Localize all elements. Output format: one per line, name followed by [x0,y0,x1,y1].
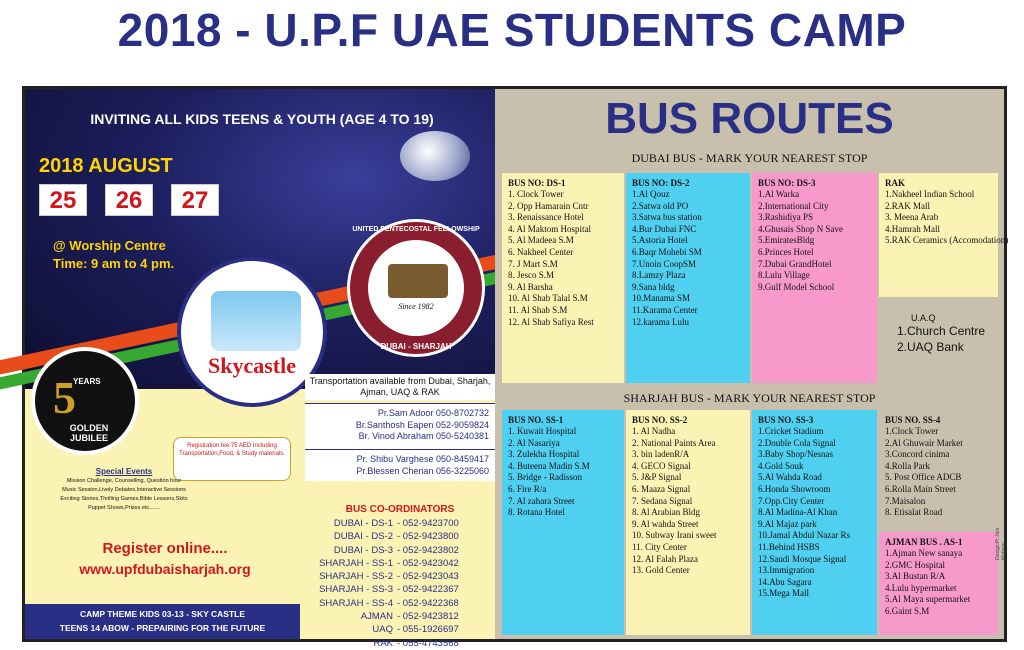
route-stop: 10.Manama SM [632,293,690,304]
event-day-1: 25 [39,184,87,216]
route-title: BUS NO. SS-2 [632,415,688,425]
route-stop: 4.Hamrah Mall [885,223,940,234]
route-stop: 5. Post Office ADCB [885,472,962,483]
theme-line-1: CAMP THEME KIDS 03-13 - SKY CASTLE [80,609,245,619]
coordinator-name: SHARJAH - SS-4 [319,597,393,609]
route-stop: 5.Al Wahda Road [758,472,822,483]
route-stop: 7. Sedana Signal [632,495,693,506]
coordinator-row [305,610,495,623]
route-stop: 6. Nakheel Center [508,246,574,257]
route-title: U.A.Q [911,313,936,323]
coordinator-name: DUBAI - DS-3 [333,544,393,556]
route-title: BUS NO. SS-1 [508,415,564,425]
route-stop: 4.Bur Dubai FNC [632,223,697,234]
route-stop: 8. Etisalat Road [885,507,943,518]
route-stop: 6.Baqr Mohebi SM [632,246,702,257]
route-stop: 1. Clock Tower [508,189,564,199]
route-stop: 5. Al Madeea S.M [508,235,574,246]
route-stop: 10. Al Shab Talal S.M [508,293,588,304]
route-stop: 2.International City [758,200,829,211]
special-events-title: Special Events [95,467,153,476]
route-title: BUS NO. SS-3 [758,415,814,425]
coordinator-row [305,517,495,530]
coordinator-row [305,570,495,583]
coordinator-phone: - 052-9422368 [397,597,459,609]
coordinator-row [305,530,495,543]
contact-line: Pr.Blessen Cherian 056-3225060 [356,465,489,476]
coordinator-name: DUBAI - DS-1 [333,518,393,529]
route-stop: 4.Lulu hypermarket [885,582,957,593]
coordinator-phone: - 052-9423042 [397,557,459,569]
contacts-box-1 [305,403,495,449]
contact-line: Pr.Sam Adoor 050-8702732 [377,408,489,418]
route-as1 [879,532,998,635]
route-stop: 3.Baby Shop/Nesnas [758,449,833,460]
route-stop: 12.karama Lulu [632,316,689,327]
route-stop: 5.Al Maya supermarket [885,594,971,605]
route-ds2 [626,173,750,383]
route-stop: 7. J Mart S.M [508,258,558,269]
time-text: Time: 9 am to 4 pm. [53,256,175,271]
route-stop: 4.Gold Souk [758,460,804,471]
route-stop: 8. Al Arabian Bldg [632,507,700,518]
bible-icon [388,264,448,298]
route-stop: 7.Unoin CoopSM [632,258,697,269]
route-stop: 7.Dubai GrandHotel [758,258,832,269]
route-title: AJMAN BUS . AS-1 [885,537,963,547]
contact-line: Pr. Shibu Varghese 050-8459417 [356,454,489,464]
route-stop: 6. Fire R/a [508,483,547,494]
coordinators-list [305,517,495,650]
route-stop: 3.Concord cinima [885,449,950,460]
route-stop: 6.Rolla Main Street [885,483,956,494]
route-stop: 11. Al Shab S.M [508,304,568,315]
route-stop: 3.Satwa bus station [632,212,702,223]
route-stop: 1.Church Centre [897,324,986,338]
route-stop: 11. City Center [632,541,687,552]
route-stop: 2. Al Nasariya [508,437,560,448]
coordinator-name: DUBAI - DS-2 [333,531,393,543]
route-stop: 3.Al Bustan R/A [885,571,946,582]
route-stop: 5. J&P Signal [632,472,682,483]
route-stop: 6.Princes Hotel [758,246,814,257]
coordinator-phone: - 055-1926697 [397,624,459,636]
coordinator-phone: - 052-9422367 [397,584,459,596]
route-stop: 10.Jamal Abdul Nazar Rs [758,530,850,541]
coordinator-phone: - 052-9423700 [397,518,459,529]
route-stop: 1.Al Qouz [632,189,670,199]
route-uaq [879,299,998,387]
coordinators-title: BUS CO-ORDINATORS [345,504,455,515]
route-stop: 8.Lamzy Plaza [632,270,686,281]
coordinator-phone: - 052-9423812 [397,611,459,623]
route-ss2 [626,410,750,635]
route-stop: 12. Al Falah Plaza [632,553,698,564]
route-stop: 2.Al Ghuwair Market [885,437,963,448]
route-stop: 5.RAK Ceramics (Accomodation) [885,235,1009,246]
theme-line-2: TEENS 14 ABOW - PREPAIRING FOR THE FUTURE [59,623,266,633]
route-stop: 5.EmiratesBldg [758,235,815,246]
venue-text: @ Worship Centre [53,238,166,253]
route-title: BUS NO: DS-1 [508,178,566,188]
route-stop: 7.Maisalon [885,495,926,506]
route-stop: 1. Kuwait Hospital [508,426,577,436]
route-ss3 [752,410,877,635]
route-stop: 3.Rashidiya PS [758,212,814,223]
route-stop: 13.Immigration [758,565,815,576]
route-ss1 [502,410,624,635]
route-title: BUS NO: DS-2 [632,178,690,188]
route-stop: 4. GECO Signal [632,460,691,471]
route-stop: 1.Al Warka [758,189,800,199]
register-text: Register online.... [102,540,228,557]
route-ds3 [752,173,877,383]
coordinator-row [305,583,495,596]
event-day-2: 26 [105,184,153,216]
route-title: RAK [885,178,905,188]
transport-info: Transportation available from Dubai, Sharjah, Ajman, UAQ & RAK [305,374,495,400]
route-stop: 1. Al Nadha [632,426,676,436]
route-stop: 4. Buteena Madin S.M [508,460,590,471]
route-stop: 3. Zulekha Hospital [508,449,580,460]
event-day-3: 27 [171,184,219,216]
left-panel [25,89,495,649]
bus-routes-heading: BUS ROUTES [605,94,894,143]
coordinator-phone: - 052-9423802 [397,544,459,556]
coordinator-row [305,544,495,557]
route-rak [879,173,1009,297]
route-stop: 9.Gulf Model School [758,281,835,292]
designer-credit: Design:Pr.Jain Mathew [995,527,1007,560]
event-month: 2018 AUGUST [39,155,173,177]
route-stop: 5. Bridge - Radisson [508,472,582,483]
registration-fee: Registration fee:75 AED Including Transportation,Food, & Study materials. [173,437,291,481]
contacts-box-2 [305,449,495,481]
route-stop: 8. Jesco S.M [508,270,555,281]
coordinator-phone: - 052-9423043 [397,571,459,583]
camp-theme [25,604,300,639]
special-events [29,467,219,513]
route-stop: 7. Al zahara Street [508,495,575,506]
jubilee-years: YEARS [73,377,101,386]
sharjah-bus-heading: SHARJAH BUS - MARK YOUR NEAREST STOP [623,391,876,405]
website-link[interactable]: www.upfdubaisharjah.org [79,561,251,577]
dubai-bus-heading: DUBAI BUS - MARK YOUR NEAREST STOP [631,151,868,165]
route-stop: 11.Karama Center [632,304,698,315]
special-line: Puppet Shows,Prizes etc....... [88,505,160,511]
jubilee-number: 5 [53,372,76,423]
route-stop: 4.Rolla Park [885,460,930,471]
route-stop: 8.Lulu Village [758,270,810,281]
page-title: 2018 - U.P.F UAE STUDENTS CAMP [117,4,907,56]
route-stop: 8.Al Madina-Al Khan [758,507,838,518]
special-line: Music Session,Lively Debates,Interactive Sessions [62,487,186,493]
route-stop: 14.Abu Sagara [758,576,812,587]
route-stop: 1.Cricket Stadium [758,426,824,436]
route-stop: 9. Al wahda Street [632,518,699,529]
jubilee-text: GOLDEN JUBILEE [69,423,109,443]
coordinator-row [305,597,495,610]
route-stop: 2. National Paints Area [632,437,716,448]
contact-line: Br. Vinod Abraham 050-5240381 [358,431,489,441]
route-stop: 10. Subway Irani sweet [632,530,717,541]
special-line: Exciting Stories,Thrilling Games,Bible Lessons,Skits [60,496,188,502]
route-ss4 [879,410,998,530]
venue-block [53,237,174,273]
route-stop: 15.Mega Mall [758,588,809,599]
route-ds1 [502,173,624,383]
upf-logo [347,219,485,357]
route-stop: 7.Opp.City Center [758,495,825,506]
golden-jubilee-logo [31,347,139,455]
route-stop: 11.Behind HSBS [758,541,820,552]
upf-since: Since 1982 [398,302,434,311]
route-title: BUS NO: DS-3 [758,178,816,188]
route-stop: 6. Maaza Signal [632,483,691,494]
route-stop: 3. Meena Arab [885,212,939,223]
castle-icon [211,291,301,351]
coordinator-name: RAK [373,637,393,649]
coordinator-row [305,637,495,650]
coordinator-name: AJMAN [360,611,393,623]
route-stop: 9.Sana bldg [632,281,675,292]
route-stop: 3. Renaissance Hotel [508,212,584,223]
route-stop: 2.Satwa old PO [632,200,689,211]
route-stop: 12. Al Shab Safiya Rest [508,316,594,327]
planet-icon [400,131,470,181]
contact-line: Br.Santhosh Eapen 052-9059824 [355,419,489,430]
route-stop: 4.Ghusais Shop N Save [758,223,843,234]
route-title: BUS NO. SS-4 [885,415,941,425]
coordinator-name: SHARJAH - SS-3 [319,584,393,596]
coordinator-row [305,623,495,636]
coordinator-name: UAQ [372,624,393,636]
route-stop: 1.Clock Tower [885,426,939,436]
route-stop: 9.Al Majaz park [758,518,817,529]
coordinator-row [305,557,495,570]
route-stop: 3. bin ladenR/A [632,449,690,460]
route-stop: 12.Saudi Mosque Signal [758,553,847,564]
coordinator-name: SHARJAH - SS-1 [319,557,393,569]
route-stop: 6.Honda Showroom [758,483,831,494]
bus-routes-panel [495,89,1009,639]
route-stop: 1.Ajman New sanaya [885,548,963,558]
route-stop: 2.GMC Hospital [885,559,946,570]
route-stop: 2.RAK Mall [885,200,930,211]
route-stop: 13. Gold Center [632,565,690,576]
route-stop: 2.Double Cola Signal [758,437,836,448]
coordinator-phone: - 052-9423800 [397,531,459,543]
route-stop: 4. Al Maktom Hospital [508,223,591,234]
skycastle-name: Skycastle [208,353,296,378]
route-stop: 9. Al Barsha [508,281,553,292]
special-line: Mission Challenge, Counselling, Question hour [66,478,182,484]
coordinator-phone: - 055-4743568 [397,637,459,649]
route-stop: 2. Opp Hamarain Cntr [508,200,589,211]
route-stop: 6.Gaint S.M [885,605,930,616]
route-stop: 1.Nakheel Indian School [885,189,975,199]
coordinator-name: SHARJAH - SS-2 [319,571,393,583]
route-stop: 8. Rotana Hotel [508,507,565,518]
route-stop: 2.UAQ Bank [897,340,964,354]
poster-frame [22,86,1009,649]
invite-text: INVITING ALL KIDS TEENS & YOUTH (AGE 4 TO 19) [90,111,434,127]
upf-city: DUBAI - SHARJAH [380,342,452,351]
route-stop: 5.Astoria Hotel [632,235,688,246]
upf-name: UNITED PENTECOSTAL FELLOWSHIP [352,226,480,233]
